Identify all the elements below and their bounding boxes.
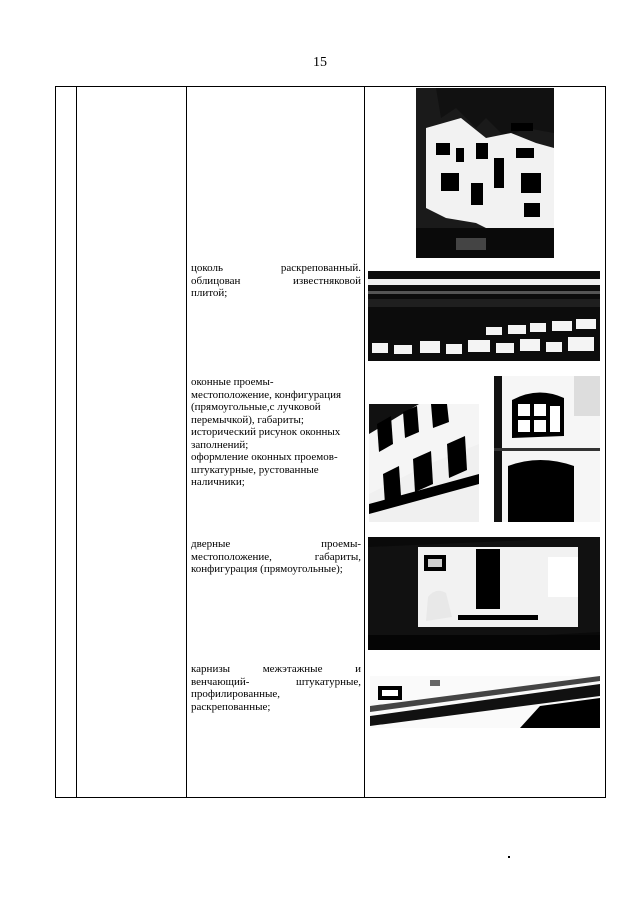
text-line: цоколь раскрепованный.	[191, 262, 361, 274]
text-line: наличники;	[191, 476, 245, 488]
window-openings-description	[191, 376, 361, 489]
text-line: карнизы межэтажные и	[191, 663, 361, 675]
text-line: конфигурация (прямоугольные);	[191, 563, 343, 575]
text-line: профилированные,	[191, 688, 281, 700]
column-divider-3	[364, 87, 365, 797]
column-divider-2	[186, 87, 187, 797]
text-line: штукатурные, рустованные	[191, 463, 319, 476]
text-line: плитой;	[191, 287, 228, 299]
page-number: 15	[313, 55, 327, 70]
text-line: раскрепованные;	[191, 700, 271, 713]
plinth-photo	[368, 271, 600, 361]
window-openings-photo-right	[494, 376, 600, 522]
text-line: оконные проемы-	[191, 376, 274, 388]
cornice-photo	[370, 676, 600, 728]
door-opening-photo	[368, 537, 600, 650]
text-line: венчающий- штукатурные,	[191, 675, 361, 688]
plinth-description	[191, 262, 361, 300]
text-line: дверные проемы-	[191, 538, 361, 550]
text-line: облицован известняковой	[191, 274, 361, 287]
text-line: (прямоугольные,с лучковой	[191, 401, 321, 413]
door-openings-description	[191, 538, 361, 576]
window-openings-photo-left	[369, 404, 479, 522]
text-line: исторический рисунок оконных	[191, 426, 341, 438]
cornices-description	[191, 663, 361, 713]
text-line: местоположение, конфигурация	[191, 388, 342, 401]
text-line: заполнений;	[191, 438, 249, 451]
text-line: местоположение, габариты,	[191, 550, 361, 563]
column-divider-1	[76, 87, 77, 797]
stray-mark	[508, 856, 510, 858]
text-line: перемычкой), габариты;	[191, 413, 304, 426]
building-corner-photo	[416, 88, 554, 258]
text-line: оформление оконных проемов-	[191, 451, 338, 463]
